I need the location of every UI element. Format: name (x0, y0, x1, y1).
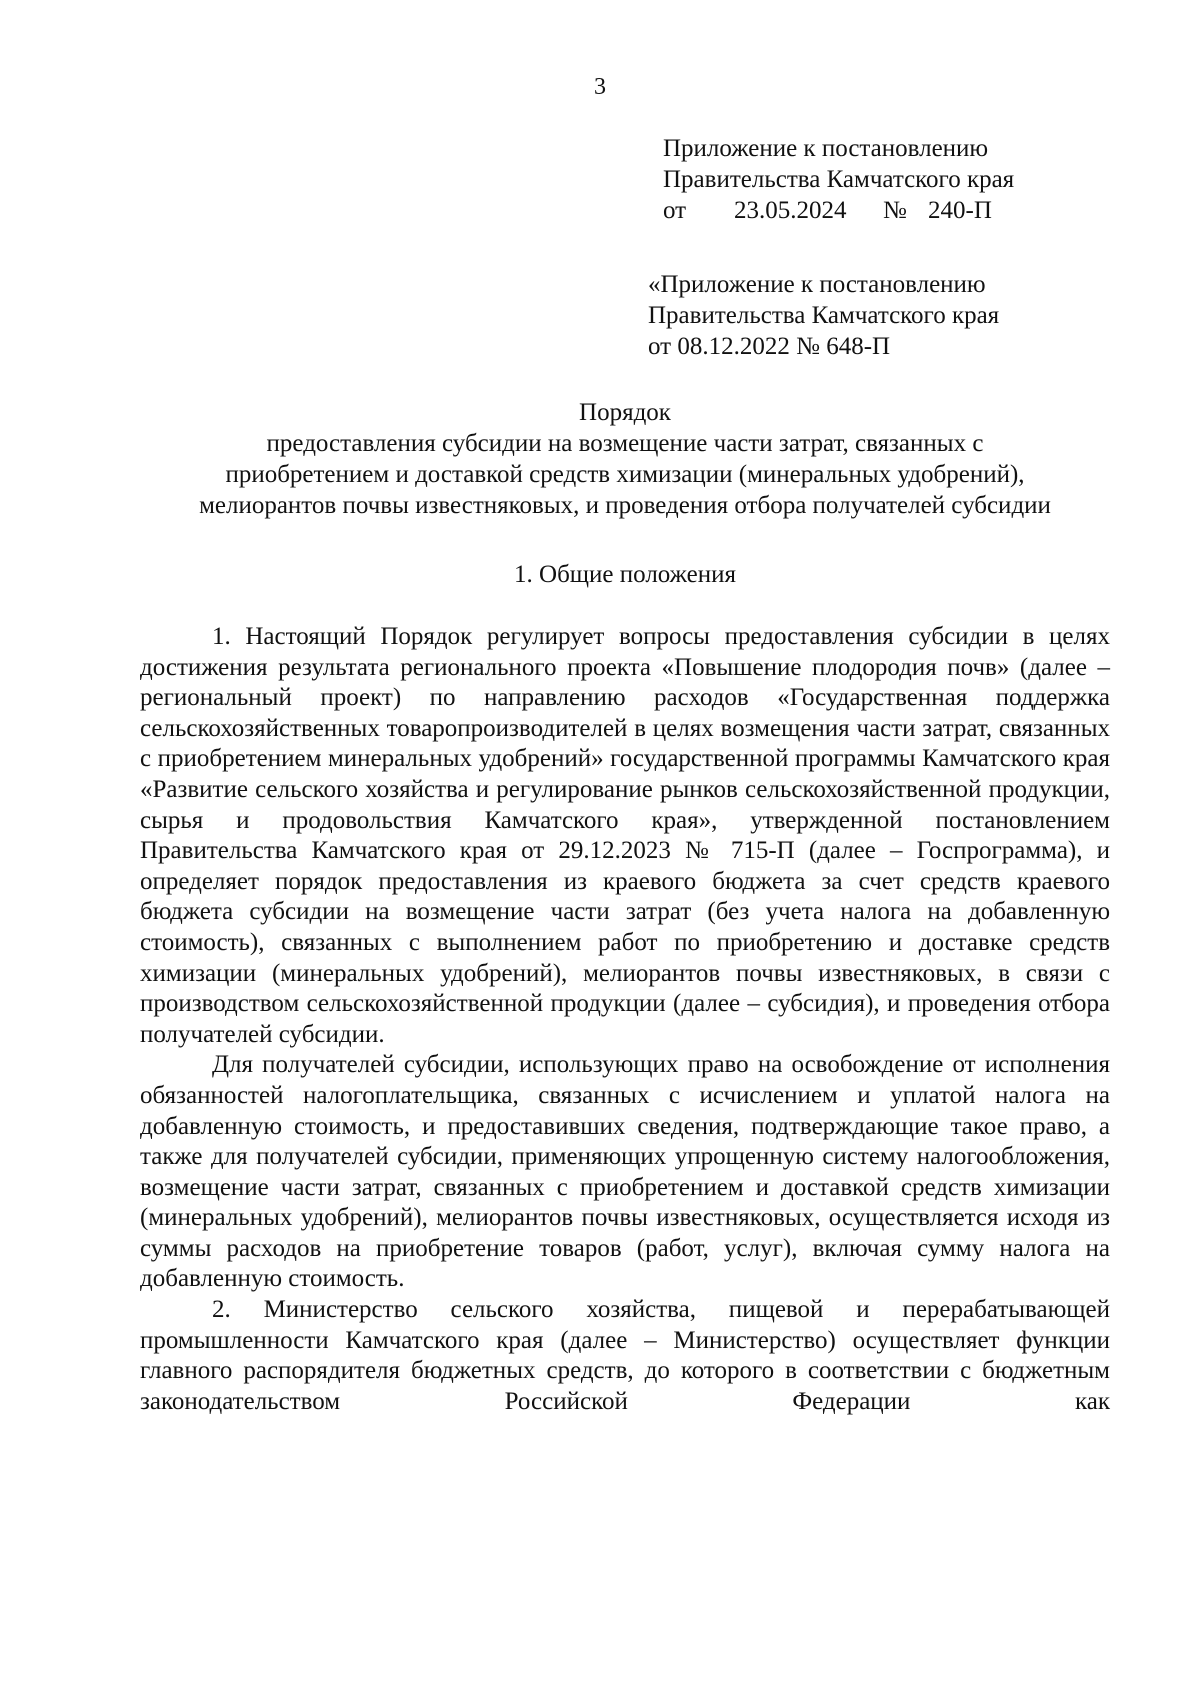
section-heading: 1. Общие положения (514, 561, 736, 588)
page-number: 3 (594, 74, 606, 100)
appendix-title-line: «Приложение к постановлению (648, 271, 986, 298)
from-label: от (663, 197, 687, 224)
appendix-header-current (663, 133, 1014, 226)
appendix-date-number-line: от 08.12.2022 № 648-П (648, 333, 891, 360)
appendix-government-line: Правительства Камчатского края (648, 302, 1000, 329)
appendix-government-line: Правительства Камчатского края (663, 166, 1015, 193)
paragraph-2: Для получателей субсидии, использующих право на освобождение от исполнения обязанностей налогоплательщика, связанных с исчислением и уплатой налога на добавленную стоимость, и предоставивших сведения, подтверждающие такое право, а также для получателей субсидии, применяющих упрощенную систему налогообложения, возмещение части затрат, связанных с приобретением и доставкой средств химизации (минеральных удобрений), мелиорантов почвы известняковых, осуществляется исходя из суммы расходов на приобретение товаров (работ, услуг), включая сумму налога на добавленную стоимость. (140, 1051, 1110, 1293)
appendix-date-number-line (663, 195, 1014, 226)
title-line-1: Порядок (579, 399, 671, 426)
resolution-number: 240-П (928, 197, 992, 224)
body-text (140, 622, 1110, 1417)
title-line-2: предоставления субсидии на возмещение части затрат, связанных с (266, 430, 984, 457)
number-sign: № (883, 197, 907, 224)
title-line-4: мелиорантов почвы известняковых, и проведения отбора получателей субсидии (199, 492, 1051, 519)
resolution-date: 23.05.2024 (734, 197, 847, 224)
title-line-3: приобретением и доставкой средств химизации (минеральных удобрений), (225, 461, 1025, 488)
appendix-title-line: Приложение к постановлению (663, 135, 989, 162)
paragraph-1: 1. Настоящий Порядок регулирует вопросы предоставления субсидии в целях достижения результата регионального проекта «Повышение плодородия почв» (далее – региональный проект) по направлению расходов «Государственная поддержка сельскохозяйственных товаропроизводителей в целях возмещения части затрат, связанных с приобретением минеральных удобрений» государственной программы Камчатского края «Развитие сельского хозяйства и регулирование рынков сельскохозяйственной продукции, сырья и продовольствия Камчатского края», утвержденной постановлением Правительства Камчатского края от 29.12.2023 № 715-П (далее – Госпрограмма), и определяет порядок предоставления из краевого бюджета за счет средств краевого бюджета субсидии на возмещение части затрат (без учета налога на добавленную стоимость), связанных с выполнением работ по приобретению и доставке средств химизации (минеральных удобрений), мелиорантов почвы известняковых, в связи с производством сельскохозяйственной продукции (далее – субсидия), и проведения отбора получателей субсидии. (140, 623, 1110, 1048)
appendix-header-original (648, 269, 999, 362)
paragraph-3: 2. Министерство сельского хозяйства, пищевой и перерабатывающей промышленности Камчатского края (далее – Министерство) осуществляет функции главного распорядителя бюджетных средств, до которого в соответствии с бюджетным законодательством Российской Федерации как (140, 1296, 1110, 1415)
document-title (140, 397, 1110, 521)
